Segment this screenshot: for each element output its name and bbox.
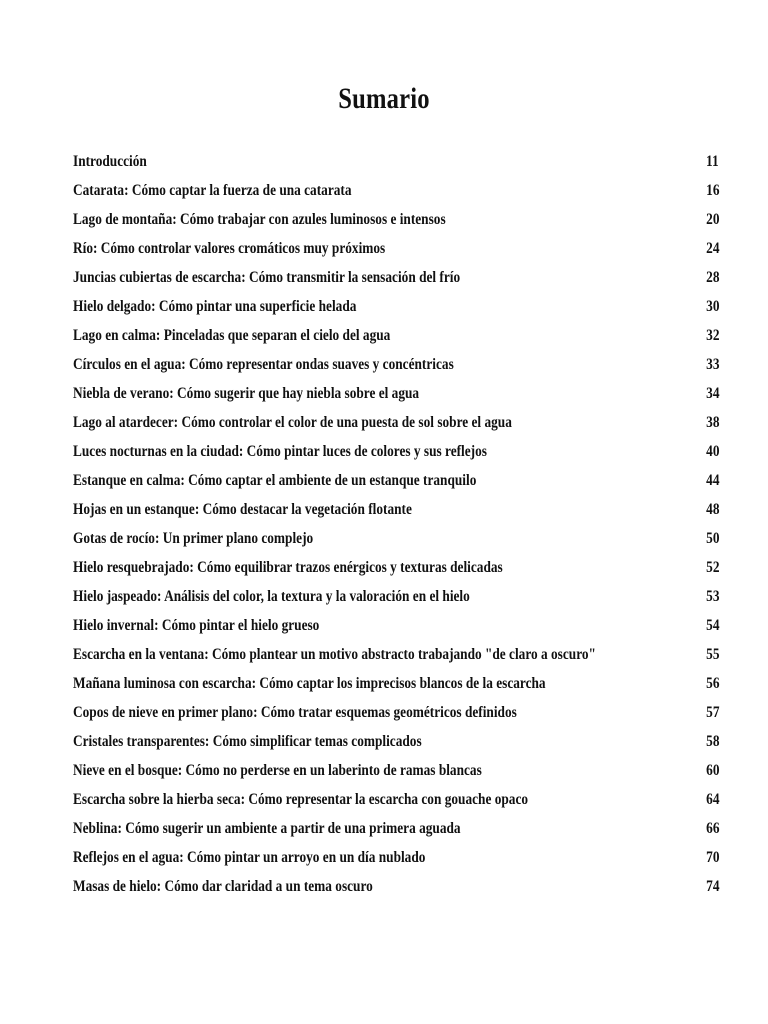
toc-entry-title: Hojas en un estanque: Cómo destacar la vegetación flotante bbox=[73, 501, 412, 518]
toc-entry bbox=[73, 585, 719, 614]
toc-entry bbox=[73, 440, 719, 469]
toc-entry bbox=[73, 266, 719, 295]
toc-entry bbox=[73, 614, 719, 643]
toc-entry bbox=[73, 643, 719, 672]
toc-entry-page-number: 33 bbox=[705, 356, 719, 373]
toc-entry-title: Hielo delgado: Cómo pintar una superficie helada bbox=[73, 298, 357, 315]
toc-entry bbox=[73, 527, 719, 556]
toc-entry-title: Nieve en el bosque: Cómo no perderse en un laberinto de ramas blancas bbox=[73, 762, 482, 779]
toc-entry-title: Escarcha en la ventana: Cómo plantear un motivo abstracto trabajando "de claro a oscuro" bbox=[73, 646, 596, 663]
toc-entry-title: Hielo invernal: Cómo pintar el hielo grueso bbox=[73, 617, 320, 634]
toc-entry-page-number: 66 bbox=[705, 820, 719, 837]
toc-entry-title: Catarata: Cómo captar la fuerza de una catarata bbox=[73, 182, 352, 199]
toc-entry bbox=[73, 672, 719, 701]
toc-entry-title: Cristales transparentes: Cómo simplificar temas complicados bbox=[73, 733, 422, 750]
toc-entry-title: Luces nocturnas en la ciudad: Cómo pintar luces de colores y sus reflejos bbox=[73, 443, 487, 460]
toc-entry bbox=[73, 556, 719, 585]
toc-entry bbox=[73, 353, 719, 382]
toc-entry-title: Neblina: Cómo sugerir un ambiente a partir de una primera aguada bbox=[73, 820, 461, 837]
toc-entry-title: Gotas de rocío: Un primer plano complejo bbox=[73, 530, 314, 547]
toc-entry-page-number: 40 bbox=[705, 443, 719, 460]
toc-entry-title: Círculos en el agua: Cómo representar ondas suaves y concéntricas bbox=[73, 356, 454, 373]
toc-entry bbox=[73, 237, 719, 266]
toc-entry bbox=[73, 208, 719, 237]
toc-entry-title: Lago de montaña: Cómo trabajar con azules luminosos e intensos bbox=[73, 211, 446, 228]
toc-entry-page-number: 28 bbox=[705, 269, 719, 286]
toc-entry-page-number: 58 bbox=[705, 733, 719, 750]
toc-entry-page-number: 54 bbox=[705, 617, 719, 634]
toc-entry-title: Lago al atardecer: Cómo controlar el color de una puesta de sol sobre el agua bbox=[73, 414, 512, 431]
toc-entry bbox=[73, 295, 719, 324]
toc-entry bbox=[73, 788, 719, 817]
toc-entry-title: Niebla de verano: Cómo sugerir que hay niebla sobre el agua bbox=[73, 385, 420, 402]
toc-entry-page-number: 30 bbox=[705, 298, 719, 315]
toc-entry-page-number: 48 bbox=[705, 501, 719, 518]
toc-entry bbox=[73, 150, 719, 179]
toc-entry-page-number: 53 bbox=[705, 588, 719, 605]
toc-entry-title: Introducción bbox=[73, 153, 147, 170]
toc-entry-title: Escarcha sobre la hierba seca: Cómo representar la escarcha con gouache opaco bbox=[73, 791, 529, 808]
toc-entry bbox=[73, 846, 719, 875]
toc-entry bbox=[73, 701, 719, 730]
table-of-contents bbox=[73, 150, 719, 904]
toc-entry-page-number: 64 bbox=[705, 791, 719, 808]
toc-entry-title: Copos de nieve en primer plano: Cómo tratar esquemas geométricos definidos bbox=[73, 704, 517, 721]
toc-entry bbox=[73, 411, 719, 440]
toc-entry-page-number: 56 bbox=[705, 675, 719, 692]
toc-entry-page-number: 60 bbox=[705, 762, 719, 779]
toc-entry bbox=[73, 382, 719, 411]
toc-entry bbox=[73, 759, 719, 788]
toc-entry-title: Lago en calma: Pinceladas que separan el cielo del agua bbox=[73, 327, 391, 344]
toc-entry bbox=[73, 324, 719, 353]
toc-entry-page-number: 74 bbox=[705, 878, 719, 895]
toc-entry bbox=[73, 498, 719, 527]
toc-entry-page-number: 20 bbox=[705, 211, 719, 228]
toc-entry-page-number: 57 bbox=[705, 704, 719, 721]
toc-entry-page-number: 44 bbox=[705, 472, 719, 489]
page-title: Sumario bbox=[338, 82, 430, 115]
toc-entry bbox=[73, 469, 719, 498]
toc-entry bbox=[73, 179, 719, 208]
toc-entry-title: Río: Cómo controlar valores cromáticos muy próximos bbox=[73, 240, 386, 257]
toc-entry-title: Hielo resquebrajado: Cómo equilibrar trazos enérgicos y texturas delicadas bbox=[73, 559, 503, 576]
toc-entry-title: Masas de hielo: Cómo dar claridad a un tema oscuro bbox=[73, 878, 373, 895]
toc-entry-page-number: 32 bbox=[705, 327, 719, 344]
toc-entry bbox=[73, 817, 719, 846]
toc-entry-page-number: 34 bbox=[705, 385, 719, 402]
toc-entry-page-number: 11 bbox=[706, 153, 719, 170]
toc-entry-page-number: 55 bbox=[705, 646, 719, 663]
toc-entry-title: Mañana luminosa con escarcha: Cómo captar los imprecisos blancos de la escarcha bbox=[73, 675, 546, 692]
toc-entry bbox=[73, 730, 719, 759]
toc-entry-title: Reflejos en el agua: Cómo pintar un arroyo en un día nublado bbox=[73, 849, 426, 866]
toc-entry-page-number: 24 bbox=[705, 240, 719, 257]
toc-entry-page-number: 52 bbox=[705, 559, 719, 576]
toc-entry-title: Juncias cubiertas de escarcha: Cómo transmitir la sensación del frío bbox=[73, 269, 461, 286]
toc-entry-page-number: 38 bbox=[705, 414, 719, 431]
toc-entry-page-number: 70 bbox=[705, 849, 719, 866]
toc-entry-page-number: 16 bbox=[705, 182, 719, 199]
toc-entry bbox=[73, 875, 719, 904]
toc-entry-page-number: 50 bbox=[705, 530, 719, 547]
toc-entry-title: Hielo jaspeado: Análisis del color, la textura y la valoración en el hielo bbox=[73, 588, 470, 605]
toc-entry-title: Estanque en calma: Cómo captar el ambiente de un estanque tranquilo bbox=[73, 472, 477, 489]
